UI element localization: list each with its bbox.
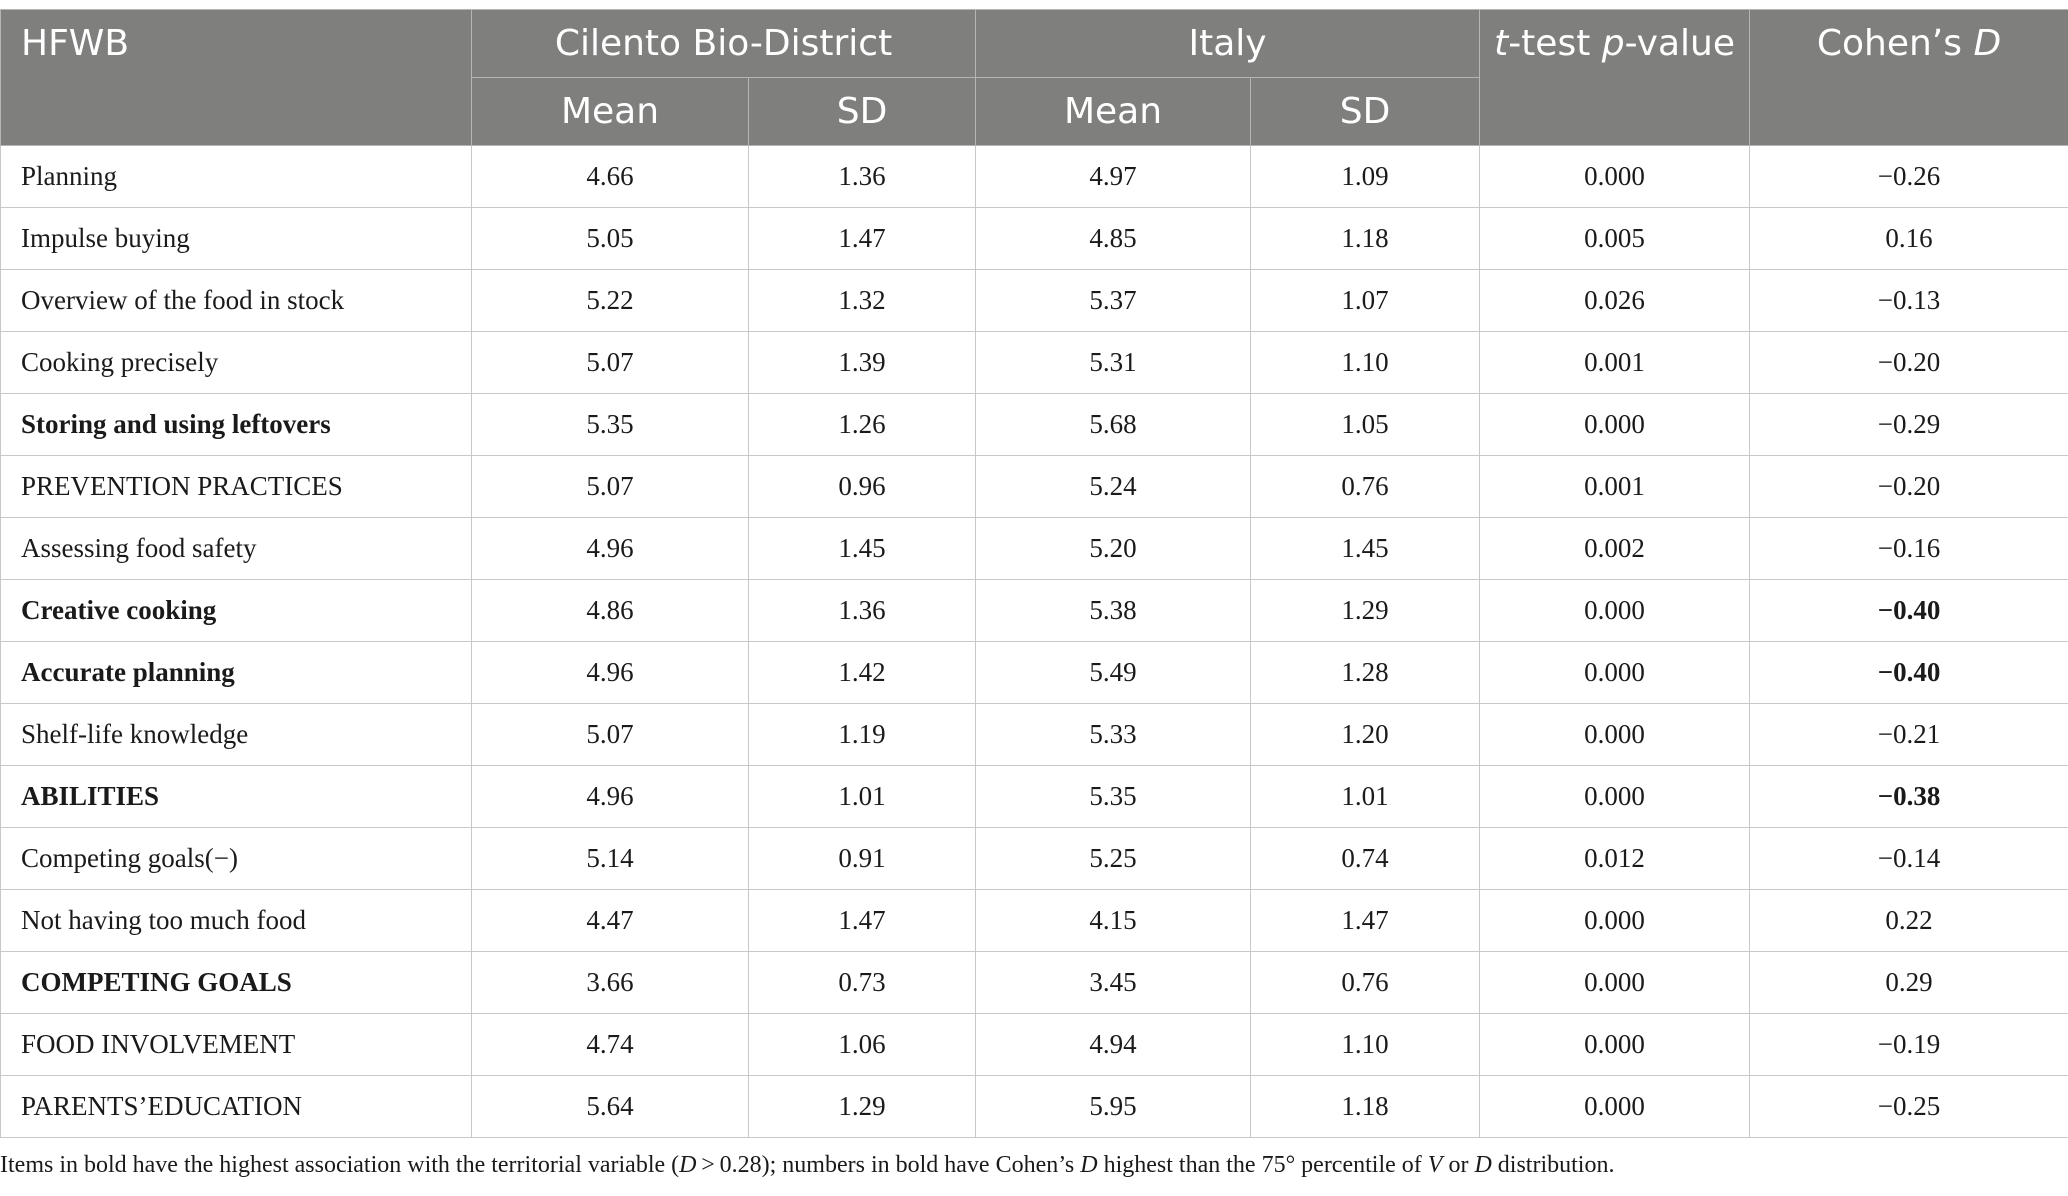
cell-italy-sd: 1.45	[1251, 518, 1480, 580]
table-row	[1, 146, 2068, 208]
header-ttest-pvalue: t-test p-value	[1480, 10, 1750, 146]
cell-ttest-pvalue: 0.000	[1480, 580, 1750, 642]
cell-ttest-pvalue: 0.000	[1480, 766, 1750, 828]
cell-ttest-pvalue: 0.000	[1480, 890, 1750, 952]
cell-cohens-d: −0.40	[1750, 580, 2068, 642]
cell-cohens-d: −0.20	[1750, 456, 2068, 518]
table-row	[1, 208, 2068, 270]
cell-italy-mean: 5.20	[976, 518, 1251, 580]
cell-item-label: COMPETING GOALS	[1, 952, 472, 1014]
results-table	[0, 9, 2068, 1138]
cell-cohens-d: −0.38	[1750, 766, 2068, 828]
cell-cohens-d: −0.21	[1750, 704, 2068, 766]
cell-item-label: Creative cooking	[1, 580, 472, 642]
header-italy: Italy	[976, 10, 1480, 78]
cell-item-label: Cooking precisely	[1, 332, 472, 394]
cell-italy-sd: 1.28	[1251, 642, 1480, 704]
cell-cilento-mean: 3.66	[472, 952, 749, 1014]
cell-cohens-d: −0.20	[1750, 332, 2068, 394]
cell-ttest-pvalue: 0.000	[1480, 146, 1750, 208]
header-cilento-mean: Mean	[472, 78, 749, 146]
cell-cohens-d: −0.29	[1750, 394, 2068, 456]
table-footnote: Items in bold have the highest association with the territorial variable (D > 0.28); numbers in bold have Cohen’s D highest than the 75° percentile of V or D distribution.	[0, 1152, 1615, 1178]
cell-item-label: Overview of the food in stock	[1, 270, 472, 332]
cell-item-label: PARENTS’EDUCATION	[1, 1076, 472, 1138]
cell-italy-sd: 1.10	[1251, 332, 1480, 394]
cell-italy-mean: 5.38	[976, 580, 1251, 642]
header-cilento-bio-district: Cilento Bio-District	[472, 10, 976, 78]
cell-cilento-sd: 1.36	[749, 580, 976, 642]
cell-italy-mean: 4.15	[976, 890, 1251, 952]
cell-cohens-d: −0.40	[1750, 642, 2068, 704]
table-row	[1, 518, 2068, 580]
cell-item-label: Planning	[1, 146, 472, 208]
header-italy-sd: SD	[1251, 78, 1480, 146]
cell-italy-mean: 5.49	[976, 642, 1251, 704]
cell-item-label: Impulse buying	[1, 208, 472, 270]
cell-cilento-sd: 1.29	[749, 1076, 976, 1138]
cell-italy-sd: 1.07	[1251, 270, 1480, 332]
cell-cohens-d: −0.25	[1750, 1076, 2068, 1138]
table-row	[1, 1014, 2068, 1076]
table-row	[1, 642, 2068, 704]
cell-cilento-mean: 5.07	[472, 456, 749, 518]
cell-ttest-pvalue: 0.001	[1480, 456, 1750, 518]
cell-item-label: Storing and using leftovers	[1, 394, 472, 456]
table-row	[1, 952, 2068, 1014]
cell-cilento-sd: 1.26	[749, 394, 976, 456]
cell-item-label: Not having too much food	[1, 890, 472, 952]
cell-ttest-pvalue: 0.000	[1480, 1014, 1750, 1076]
table-row	[1, 270, 2068, 332]
cell-cohens-d: −0.19	[1750, 1014, 2068, 1076]
cell-cilento-mean: 5.64	[472, 1076, 749, 1138]
cell-cilento-sd: 0.96	[749, 456, 976, 518]
cell-item-label: Competing goals(−)	[1, 828, 472, 890]
table-row	[1, 766, 2068, 828]
cell-cohens-d: 0.16	[1750, 208, 2068, 270]
cell-cilento-mean: 5.35	[472, 394, 749, 456]
cell-cilento-sd: 0.91	[749, 828, 976, 890]
cell-cilento-sd: 1.01	[749, 766, 976, 828]
table-header	[1, 10, 2068, 146]
cell-italy-sd: 1.01	[1251, 766, 1480, 828]
cell-cilento-sd: 1.19	[749, 704, 976, 766]
cell-item-label: ABILITIES	[1, 766, 472, 828]
cell-ttest-pvalue: 0.000	[1480, 1076, 1750, 1138]
cell-cilento-mean: 5.07	[472, 332, 749, 394]
table-row	[1, 580, 2068, 642]
table-row	[1, 456, 2068, 518]
cell-cohens-d: 0.22	[1750, 890, 2068, 952]
cell-italy-mean: 5.68	[976, 394, 1251, 456]
cell-italy-sd: 0.74	[1251, 828, 1480, 890]
cell-italy-sd: 1.05	[1251, 394, 1480, 456]
cell-ttest-pvalue: 0.000	[1480, 642, 1750, 704]
cell-item-label: Assessing food safety	[1, 518, 472, 580]
header-italy-mean: Mean	[976, 78, 1251, 146]
cell-cilento-mean: 4.47	[472, 890, 749, 952]
cell-italy-mean: 5.31	[976, 332, 1251, 394]
cell-cilento-mean: 5.22	[472, 270, 749, 332]
cell-italy-mean: 5.24	[976, 456, 1251, 518]
cell-cohens-d: −0.16	[1750, 518, 2068, 580]
cell-italy-sd: 1.10	[1251, 1014, 1480, 1076]
cell-cilento-sd: 1.32	[749, 270, 976, 332]
cell-cohens-d: −0.26	[1750, 146, 2068, 208]
cell-italy-sd: 1.47	[1251, 890, 1480, 952]
cell-cilento-sd: 1.47	[749, 890, 976, 952]
cell-ttest-pvalue: 0.000	[1480, 952, 1750, 1014]
cell-italy-sd: 1.20	[1251, 704, 1480, 766]
cell-cilento-sd: 1.47	[749, 208, 976, 270]
cell-cilento-mean: 4.66	[472, 146, 749, 208]
cell-cilento-sd: 1.42	[749, 642, 976, 704]
cell-cilento-mean: 4.96	[472, 642, 749, 704]
cell-cilento-mean: 4.96	[472, 518, 749, 580]
cell-ttest-pvalue: 0.000	[1480, 704, 1750, 766]
cell-italy-mean: 4.97	[976, 146, 1251, 208]
cell-italy-sd: 0.76	[1251, 952, 1480, 1014]
header-cilento-sd: SD	[749, 78, 976, 146]
header-cohens-d: Cohen’s D	[1750, 10, 2068, 146]
cell-italy-sd: 1.18	[1251, 1076, 1480, 1138]
cell-italy-mean: 4.85	[976, 208, 1251, 270]
cell-ttest-pvalue: 0.002	[1480, 518, 1750, 580]
cell-cilento-mean: 5.07	[472, 704, 749, 766]
cell-italy-mean: 3.45	[976, 952, 1251, 1014]
cell-cilento-sd: 1.36	[749, 146, 976, 208]
cell-cohens-d: 0.29	[1750, 952, 2068, 1014]
table-row	[1, 332, 2068, 394]
cell-italy-mean: 5.37	[976, 270, 1251, 332]
table-row	[1, 1076, 2068, 1138]
cell-item-label: PREVENTION PRACTICES	[1, 456, 472, 518]
cell-cohens-d: −0.14	[1750, 828, 2068, 890]
cell-italy-mean: 5.95	[976, 1076, 1251, 1138]
cell-item-label: FOOD INVOLVEMENT	[1, 1014, 472, 1076]
table-row	[1, 828, 2068, 890]
table-row	[1, 394, 2068, 456]
cell-cilento-mean: 5.05	[472, 208, 749, 270]
table-row	[1, 704, 2068, 766]
cell-cilento-mean: 5.14	[472, 828, 749, 890]
cell-italy-mean: 5.25	[976, 828, 1251, 890]
cell-cohens-d: −0.13	[1750, 270, 2068, 332]
cell-ttest-pvalue: 0.005	[1480, 208, 1750, 270]
cell-cilento-mean: 4.86	[472, 580, 749, 642]
cell-ttest-pvalue: 0.026	[1480, 270, 1750, 332]
cell-item-label: Shelf-life knowledge	[1, 704, 472, 766]
table-row	[1, 890, 2068, 952]
cell-ttest-pvalue: 0.000	[1480, 394, 1750, 456]
table-body	[1, 146, 2068, 1138]
cell-italy-sd: 0.76	[1251, 456, 1480, 518]
cell-italy-mean: 4.94	[976, 1014, 1251, 1076]
cell-cilento-sd: 1.06	[749, 1014, 976, 1076]
cell-item-label: Accurate planning	[1, 642, 472, 704]
cell-cilento-mean: 4.74	[472, 1014, 749, 1076]
cell-ttest-pvalue: 0.012	[1480, 828, 1750, 890]
header-hfwb: HFWB	[1, 10, 472, 146]
cell-cilento-sd: 1.39	[749, 332, 976, 394]
cell-italy-mean: 5.35	[976, 766, 1251, 828]
cell-cilento-mean: 4.96	[472, 766, 749, 828]
cell-cilento-sd: 1.45	[749, 518, 976, 580]
cell-italy-sd: 1.09	[1251, 146, 1480, 208]
cell-cilento-sd: 0.73	[749, 952, 976, 1014]
cell-italy-sd: 1.18	[1251, 208, 1480, 270]
cell-italy-sd: 1.29	[1251, 580, 1480, 642]
cell-italy-mean: 5.33	[976, 704, 1251, 766]
cell-ttest-pvalue: 0.001	[1480, 332, 1750, 394]
